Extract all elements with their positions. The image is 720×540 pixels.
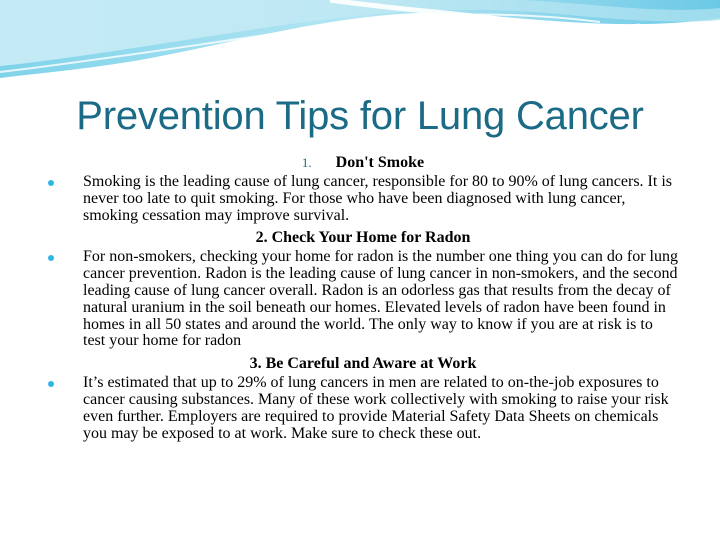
bullet-text-3: It’s estimated that up to 29% of lung cancers in men are related to on-the-job exposures to cancer causing substances. Many of these work collectively with smoking to raise your risk even further. Employers are required to provide Material Safety Data Sheets on chemicals you may be exposed to at work. Make sure to check these out. [83, 374, 669, 442]
bullet-item-3 [48, 375, 678, 442]
section-heading-1 [48, 153, 678, 172]
section-heading-2: 2. Check Your Home for Radon [255, 229, 471, 247]
bullet-item-1 [48, 174, 678, 224]
section-heading-3: 3. Be Careful and Aware at Work [249, 355, 477, 373]
bullet-dot-icon [48, 381, 54, 387]
bullet-text-2: For non-smokers, checking your home for radon is the number one thing you can do for lung cancer prevention. Radon is the leading cause of lung cancer in non-smokers, and the second leading cause of lung cancer overall. Radon is an odorless gas that results from the decay of natural uranium in the soil beneath our homes. Elevated levels of radon have been found in homes in all 50 states and around the world. The only way to know if you are at risk is to test your home for radon [83, 248, 678, 350]
bullet-dot-icon [48, 255, 54, 261]
slide-content [48, 153, 678, 446]
section-number-1: 1. [301, 155, 312, 170]
slide-title: Prevention Tips for Lung Cancer [76, 94, 644, 138]
bullet-item-2 [48, 249, 678, 350]
section-heading-text-1: Don't Smoke [335, 154, 425, 171]
bullet-text-1: Smoking is the leading cause of lung cancer, responsible for 80 to 90% of lung cancers. It is never too late to quit smoking. For those who have been diagnosed with lung cancer, smoking cessation may improve survival. [83, 173, 672, 224]
bullet-dot-icon [48, 180, 54, 186]
header-wave-decoration [0, 0, 720, 90]
